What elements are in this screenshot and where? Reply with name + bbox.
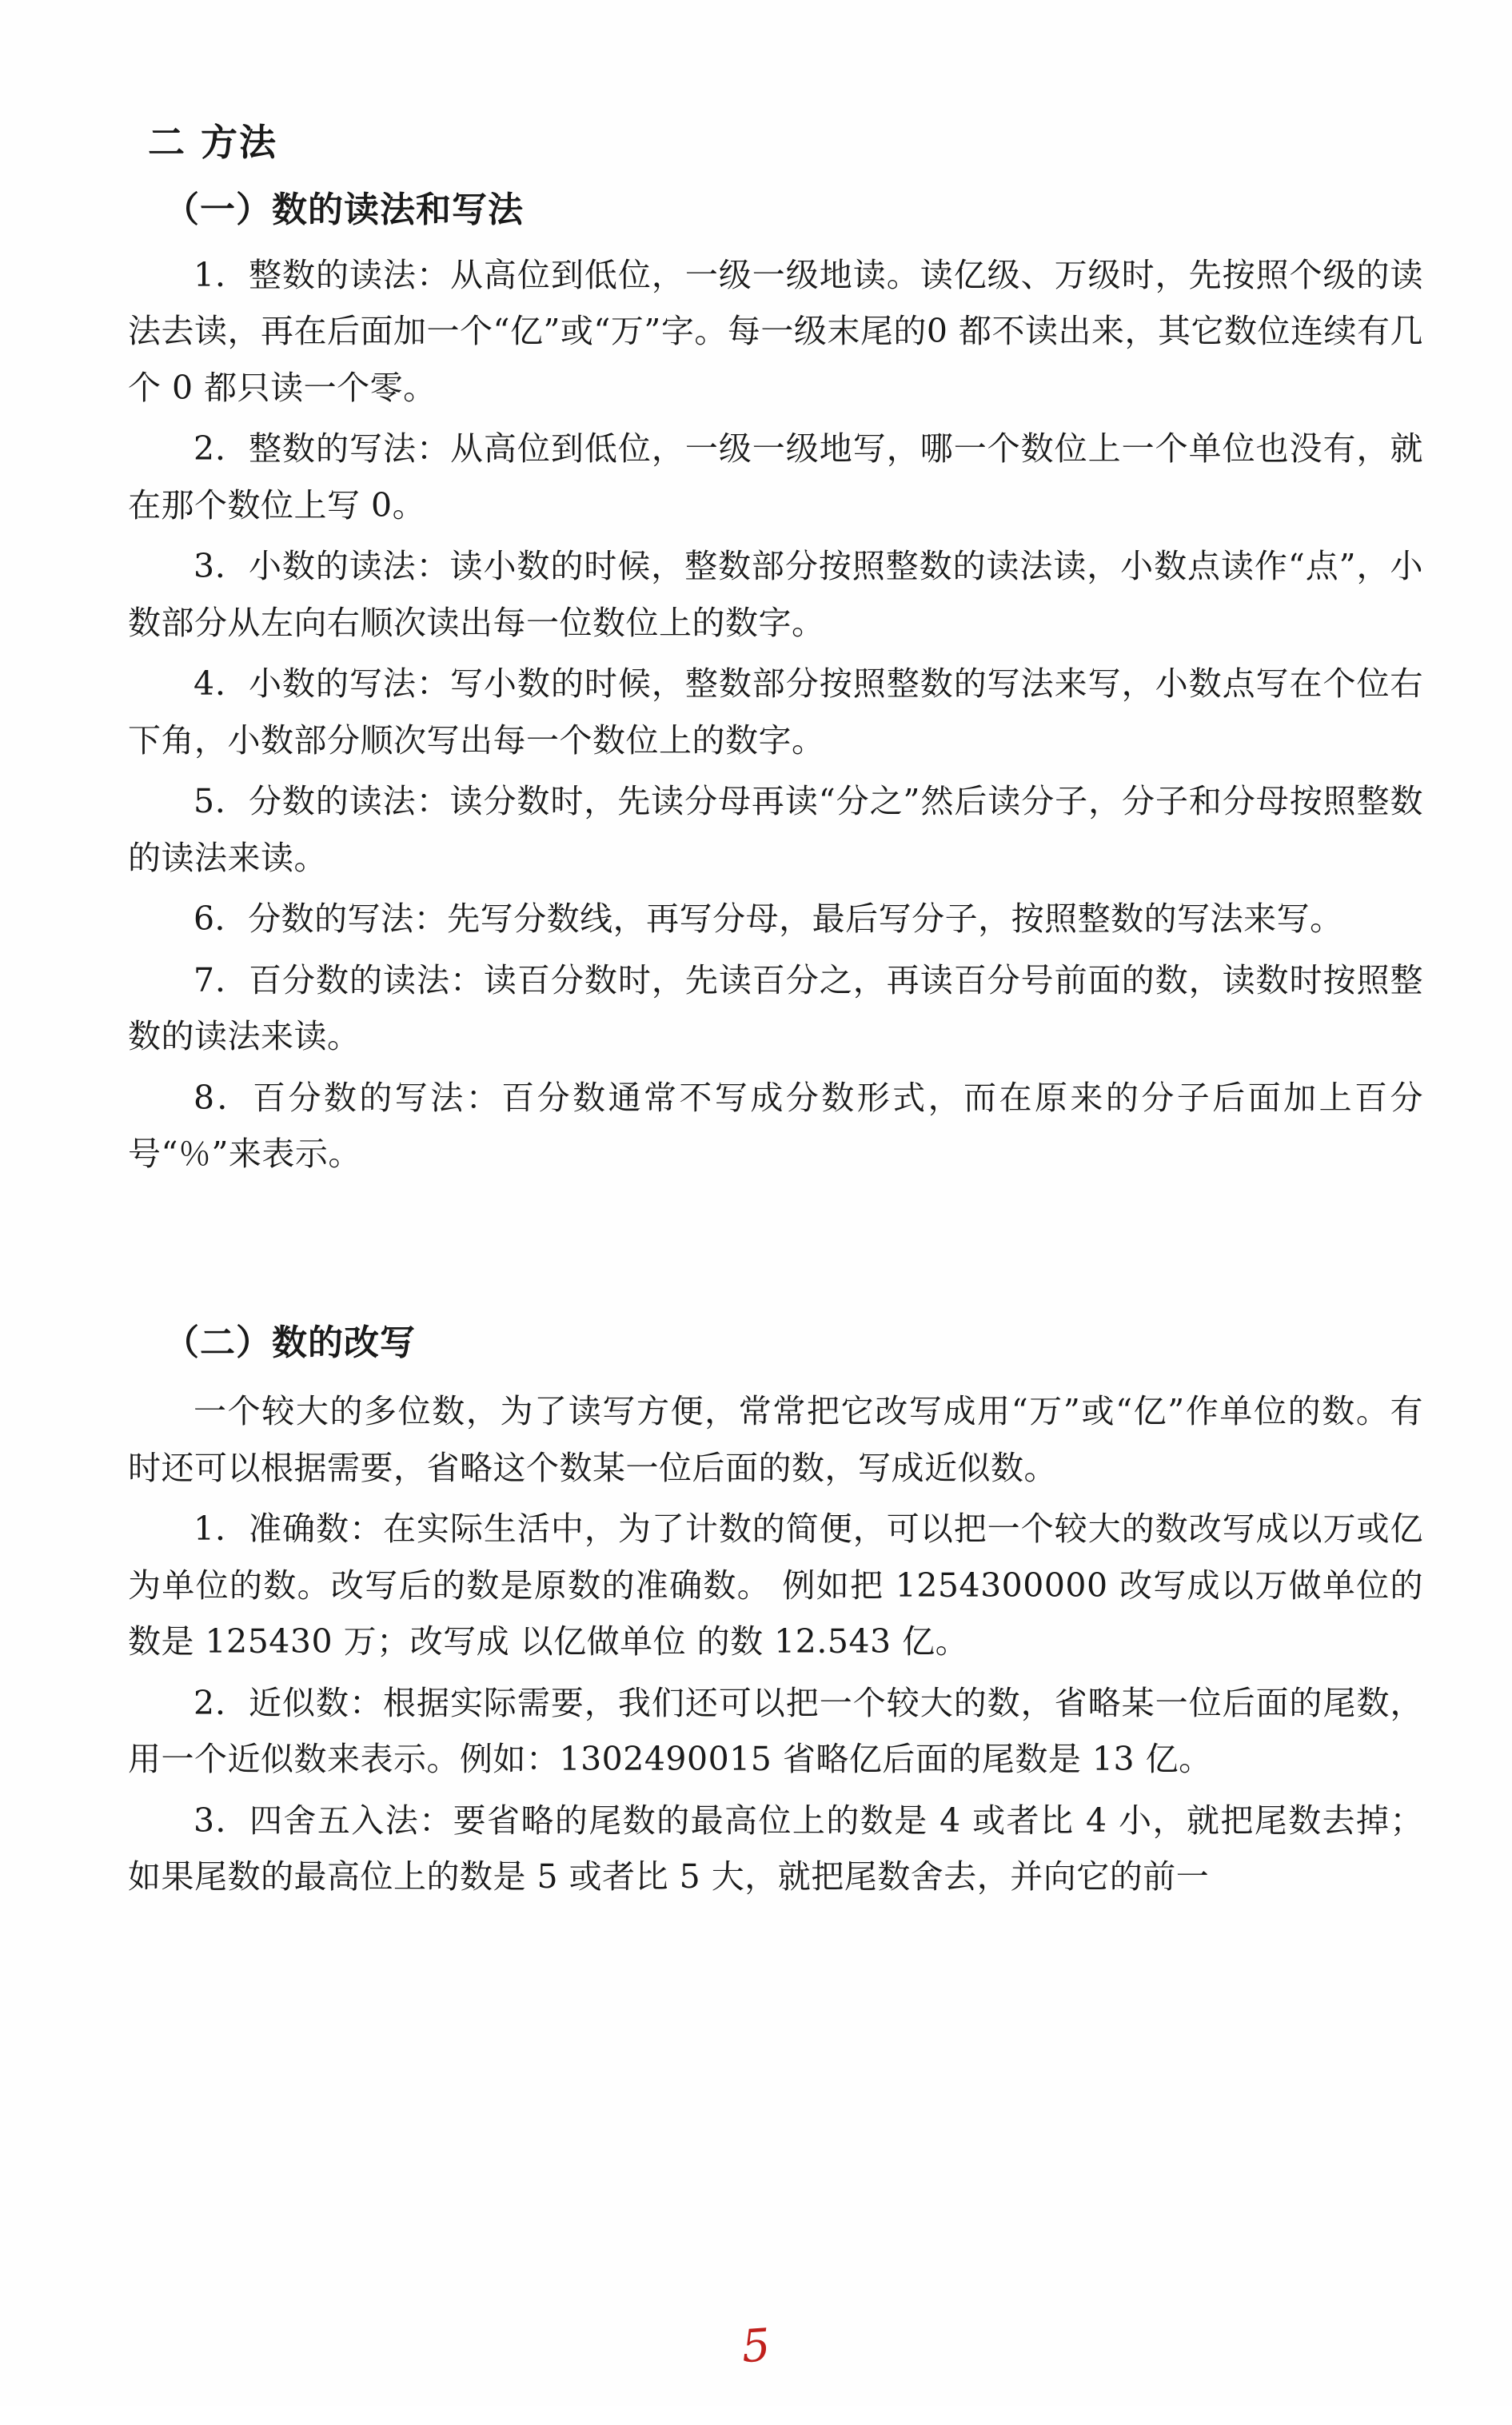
rewriting-intro-paragraph: 一个较大的多位数，为了读写方便，常常把它改写成用“万”或“亿”作单位的数。有时还可以根据需要，省略这个数某一位后面的数，写成近似数。	[128, 1392, 1423, 1487]
reading-writing-item-2: 2．整数的写法：从高位到低位，一级一级地写，哪一个数位上一个单位也没有，就在那个数位上写 0。	[128, 429, 1423, 524]
section-heading: 二 方法	[148, 121, 278, 164]
reading-writing-item-7: 7．百分数的读法：读百分数时，先读百分之，再读百分号前面的数，读数时按照整数的读法来读。	[128, 960, 1423, 1056]
rewriting-item-2: 2．近似数：根据实际需要，我们还可以把一个较大的数，省略某一位后面的尾数，用一个近似数来表示。例如：1302490015 省略亿后面的尾数是 13 亿。	[128, 1683, 1423, 1779]
subsection-one-heading: （一）数的读法和写法	[164, 189, 524, 230]
reading-writing-item-3: 3．小数的读法：读小数的时候，整数部分按照整数的读法读，小数点读作“点”，小数部分从左向右顺次读出每一位数位上的数字。	[128, 547, 1423, 642]
reading-writing-item-4: 4．小数的写法：写小数的时候，整数部分按照整数的写法来写，小数点写在个位右下角，小数部分顺次写出每一个数位上的数字。	[128, 664, 1423, 760]
page-content	[128, 120, 1423, 1910]
section-spacer	[128, 1187, 1423, 1243]
reading-writing-item-1: 1．整数的读法：从高位到低位，一级一级地读。读亿级、万级时，先按照个级的读法去读，再在后面加一个“亿”或“万”字。每一级末尾的0 都不读出来，其它数位连续有几个 0 都只读一个零。	[128, 255, 1423, 407]
page-number: 5	[740, 2319, 772, 2374]
rewriting-item-3: 3．四舍五入法：要省略的尾数的最高位上的数是 4 或者比 4 小，就把尾数去掉；如果尾数的最高位上的数是 5 或者比 5 大，就把尾数舍去，并向它的前一	[128, 1801, 1423, 1897]
subsection-two-heading: （二）数的改写	[164, 1322, 416, 1363]
reading-writing-item-5: 5．分数的读法：读分数时，先读分母再读“分之”然后读分子，分子和分母按照整数的读法来读。	[128, 782, 1423, 877]
rewriting-item-1: 1．准确数：在实际生活中，为了计数的简便，可以把一个较大的数改写成以万或亿为单位的数。改写后的数是原数的准确数。 例如把 1254300000 改写成以万做单位的数是 125430 万；改写成 以亿做单位 的数 12.543 亿。	[128, 1510, 1423, 1661]
reading-writing-item-6: 6．分数的写法：先写分数线，再写分母，最后写分子，按照整数的写法来写。	[193, 899, 1343, 939]
reading-writing-item-8: 8．百分数的写法：百分数通常不写成分数形式，而在原来的分子后面加上百分号“％”来表示。	[128, 1078, 1423, 1174]
